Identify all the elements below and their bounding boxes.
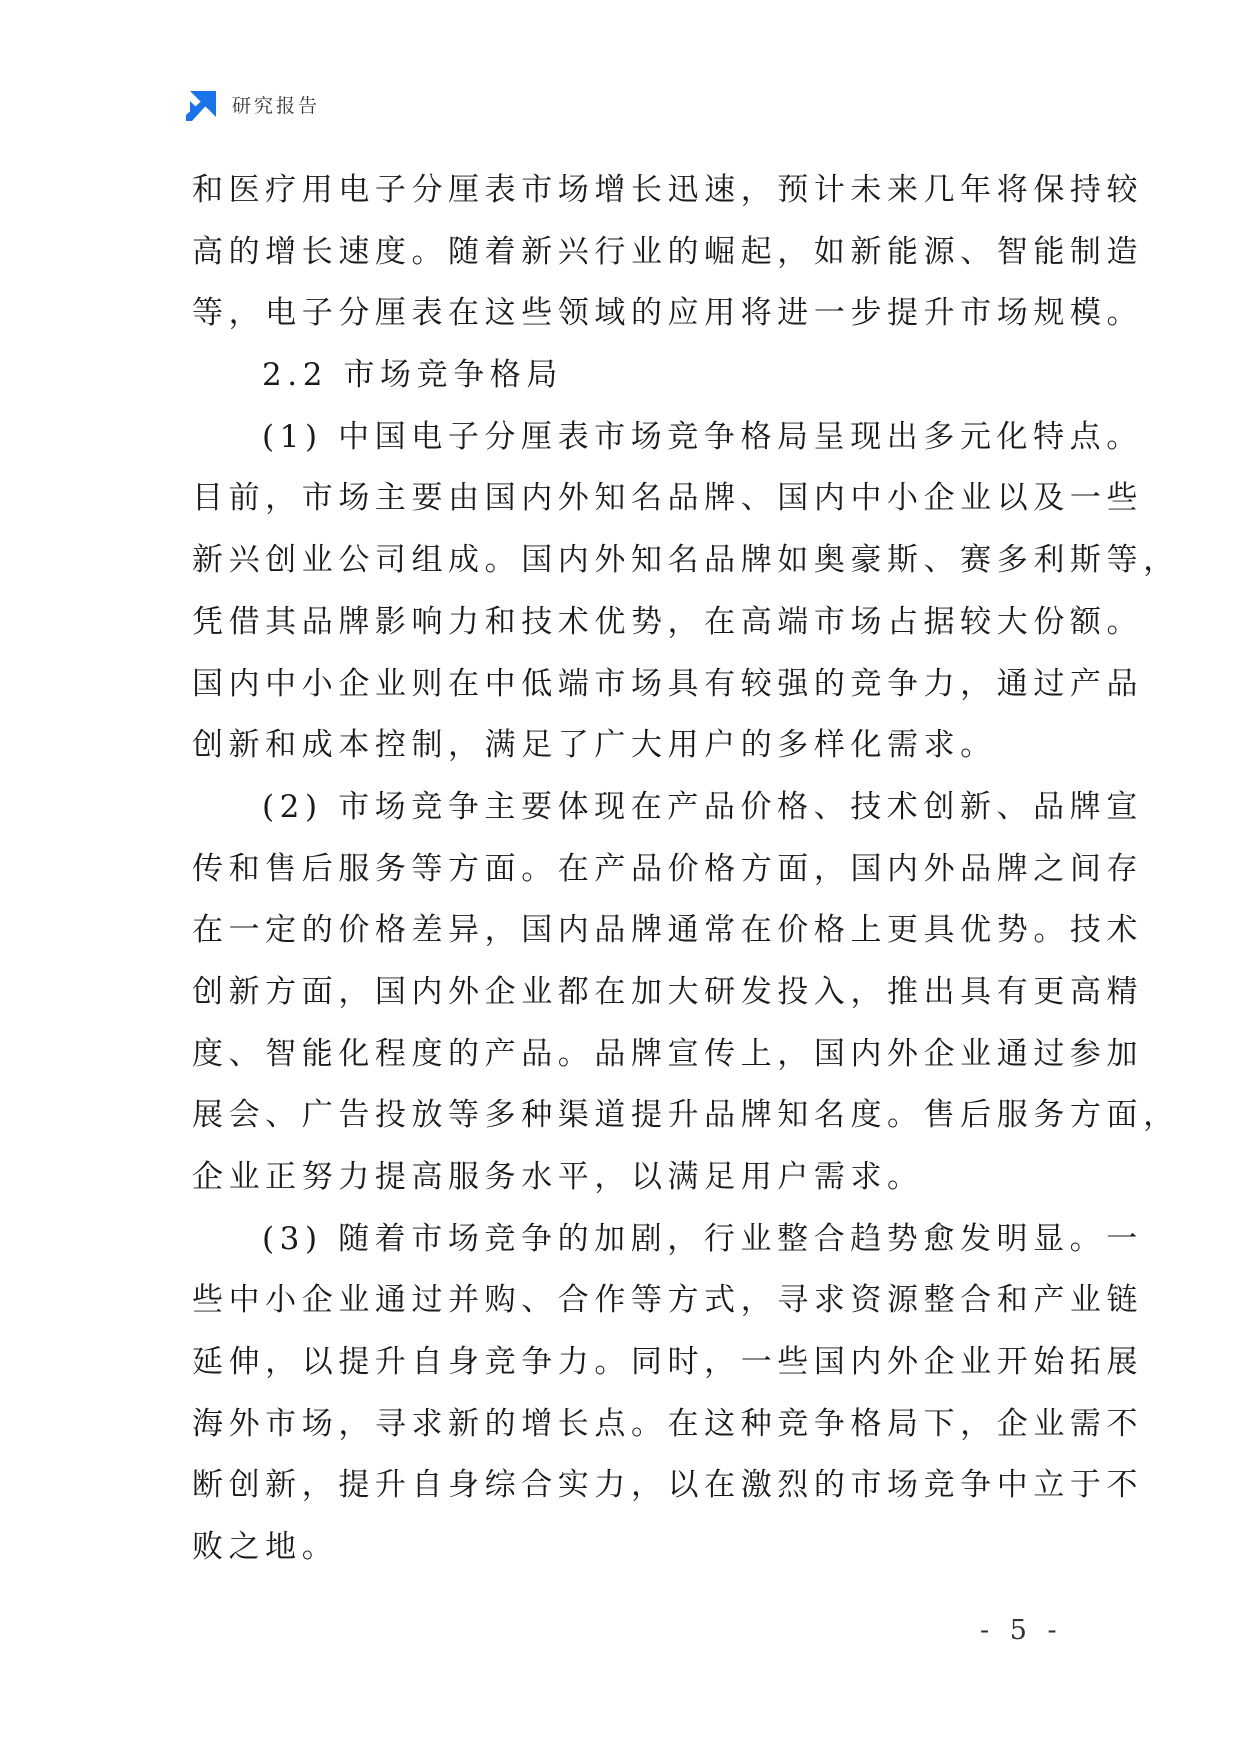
text-line: (2) 市场竞争主要体现在产品价格、技术创新、品牌宣 [262, 788, 1143, 825]
text-line: 创新和成本控制，满足了广大用户的多样化需求。 [192, 727, 997, 764]
text-line: 高的增长速度。随着新兴行业的崛起，如新能源、智能制造 [192, 233, 1144, 270]
text-line: 创新方面，国内外企业都在加大研发投入，推出具有更高精 [192, 973, 1144, 1010]
text-line: 传和售后服务等方面。在产品价格方面，国内外品牌之间存 [192, 850, 1144, 887]
arrow-logo-icon [186, 87, 220, 121]
text-line: (3) 随着市场竞争的加剧，行业整合趋势愈发明显。一 [262, 1220, 1143, 1257]
text-line: 等，电子分厘表在这些领域的应用将进一步提升市场规模。 [192, 295, 1144, 332]
text-line: 新兴创业公司组成。国内外知名品牌如奥豪斯、赛多利斯等， [192, 542, 1180, 579]
header-title: 研究报告 [232, 94, 321, 117]
text-line: 目前，市场主要由国内外知名品牌、国内中小企业以及一些 [192, 480, 1144, 517]
text-line: 在一定的价格差异，国内品牌通常在价格上更具优势。技术 [192, 912, 1144, 949]
section-heading: 2.2 市场竞争格局 [262, 357, 563, 394]
text-line: 企业正努力提高服务水平，以满足用户需求。 [192, 1159, 924, 1195]
text-line: 些中小企业通过并购、合作等方式，寻求资源整合和产业链 [192, 1282, 1144, 1319]
text-line: 展会、广告投放等多种渠道提升品牌知名度。售后服务方面， [192, 1097, 1180, 1134]
document-body [192, 160, 1180, 1579]
text-line: 断创新，提升自身综合实力，以在激烈的市场竞争中立于不 [192, 1467, 1144, 1504]
text-line: 海外市场，寻求新的增长点。在这种竞争格局下，企业需不 [192, 1405, 1144, 1442]
text-line: 败之地。 [192, 1529, 339, 1566]
page-number: - 5 - [980, 1615, 1063, 1646]
text-line: (1) 中国电子分厘表市场竞争格局呈现出多元化特点。 [262, 418, 1143, 455]
text-line: 和医疗用电子分厘表市场增长迅速，预计未来几年将保持较 [192, 172, 1144, 208]
text-line: 国内中小企业则在中低端市场具有较强的竞争力，通过产品 [192, 665, 1144, 702]
text-line: 度、智能化程度的产品。品牌宣传上，国内外企业通过参加 [192, 1035, 1144, 1072]
report-header [186, 86, 320, 122]
text-line: 延伸，以提升自身竞争力。同时，一些国内外企业开始拓展 [192, 1344, 1144, 1381]
text-line: 凭借其品牌影响力和技术优势，在高端市场占据较大份额。 [192, 603, 1144, 640]
